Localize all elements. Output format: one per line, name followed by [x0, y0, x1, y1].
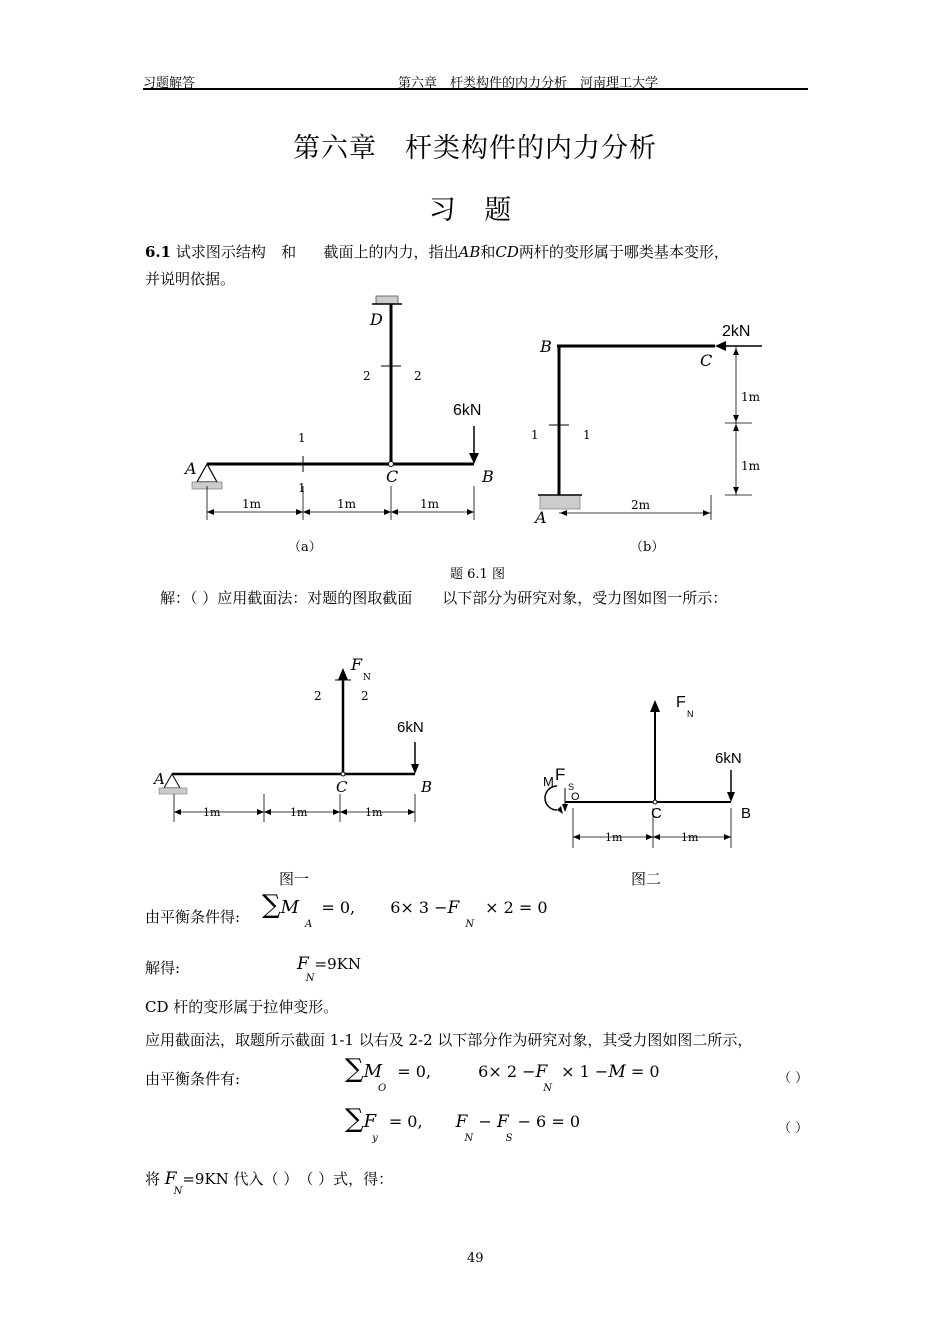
problem-and: 和: [281, 243, 297, 261]
eq2-sigma: ∑: [345, 1054, 364, 1084]
eq3-eq0: = 0,: [388, 1112, 423, 1131]
problem-ab: AB: [458, 243, 481, 261]
eq1-rhs-a: 6× 3 −: [390, 898, 448, 917]
dim-1m-fig1-c: 1m: [365, 806, 383, 819]
label-a: A: [185, 459, 197, 478]
eq2-f-sub: N: [543, 1083, 553, 1095]
eq2-prefix: 由平衡条件有:: [145, 1070, 241, 1088]
label-a-b: A: [535, 508, 547, 527]
figure-1: [150, 650, 450, 830]
label-c: C: [386, 467, 399, 486]
eq3-sigma: ∑: [345, 1104, 364, 1134]
problem-he: 和: [480, 243, 496, 261]
caption-fig2: 图二: [631, 870, 662, 888]
problem-statement: [145, 241, 815, 263]
figure-a: [180, 290, 500, 530]
dim-1m-fig2-a: 1m: [605, 831, 623, 844]
label-2-left-fig1: 2: [314, 689, 322, 703]
label-load-fig2: 6kN: [715, 750, 742, 767]
sigma-symbol: ∑: [262, 890, 281, 920]
eq2-m-sub: O: [378, 1083, 387, 1095]
eq1-rhs-b: × 2 = 0: [485, 898, 548, 917]
label-o-fig2: O: [571, 791, 580, 803]
dim-2m: 2m: [631, 498, 651, 512]
label-fs-sub-fig2: S: [568, 782, 575, 792]
fixed-support-a: [540, 495, 580, 509]
label-fs-fig2: F: [555, 765, 566, 784]
label-d: D: [370, 310, 383, 329]
dim-1m-fig2-b: 1m: [681, 831, 699, 844]
dim-1m-upper: 1m: [741, 390, 761, 404]
apply-method-line: 应用截面法，取题所示截面 1-1 以右及 2-2 以下部分作为研究对象，其受力图如图二所示，: [145, 1031, 753, 1049]
page-number: 49: [467, 1251, 484, 1266]
caption-fig1: 图一: [279, 870, 310, 888]
label-fn-sub-fig2: N: [687, 709, 694, 719]
eq2-rhs-b: × 1 −: [561, 1062, 609, 1081]
eq3-f2: F: [496, 1112, 509, 1132]
label-b: B: [482, 467, 494, 486]
eq3-rhs: − 6 = 0: [517, 1112, 580, 1131]
label-1-bottom: 1: [298, 481, 306, 495]
header-left: 习题解答: [143, 76, 196, 91]
solve-prefix: 解得:: [145, 959, 181, 977]
solve-f: F: [297, 954, 309, 974]
eq1-prefix: 由平衡条件得:: [145, 908, 241, 926]
solve-f-sub: N: [305, 973, 315, 985]
label-a-fig1: A: [154, 770, 165, 788]
eq2-f: F: [535, 1062, 548, 1082]
label-load-6kn: 6kN: [453, 402, 482, 419]
problem-line2: 并说明依据。: [145, 270, 236, 288]
arrow-fn-fig2: [650, 700, 660, 712]
problem-text-b: 截面上的内力，指出: [323, 243, 459, 261]
arrow-fn-fig1: [338, 668, 348, 680]
eq1-m: M: [280, 897, 299, 918]
label-2-right: 2: [414, 369, 422, 383]
chapter-title: 第六章 杆类构件的内力分析: [293, 133, 657, 164]
header-rule: [143, 88, 808, 90]
section-title: 习 题: [428, 195, 522, 226]
label-b-b: B: [540, 337, 552, 356]
label-load-fig1: 6kN: [397, 719, 424, 736]
figure-b: [520, 315, 780, 530]
eq3-f2-sub: S: [505, 1133, 513, 1145]
equation-1: [262, 890, 548, 931]
label-1-left-b: 1: [531, 428, 539, 442]
dim-1m-fig1-b: 1m: [290, 806, 308, 819]
final-prefix: 将: [145, 1170, 161, 1188]
fixed-support-d: [376, 296, 398, 304]
eq3-minus: −: [478, 1112, 492, 1131]
eq1-f: F: [447, 898, 460, 918]
eq3-f-sub: y: [372, 1133, 378, 1145]
label-c-fig2: C: [651, 805, 662, 822]
eq1-f-sub: N: [465, 919, 475, 931]
figure-2: [535, 690, 765, 855]
label-c-b: C: [700, 351, 713, 370]
caption-a: （a）: [288, 540, 322, 555]
problem-cd: CD: [495, 243, 519, 261]
eq3-tag: （ ）: [778, 1121, 809, 1136]
eq3-f1: F: [455, 1112, 468, 1132]
eq2-eq0: = 0,: [397, 1062, 432, 1081]
label-c-fig1: C: [336, 778, 348, 796]
label-fn-sub-fig1: N: [363, 673, 371, 683]
label-fn-fig2: F: [676, 694, 686, 711]
problem-text-a: 试求图示结构: [175, 243, 266, 261]
eq3-f: F: [363, 1111, 377, 1132]
equation-3: [345, 1104, 580, 1145]
final-f: F: [164, 1169, 177, 1189]
problem-text-c: 两杆的变形属于哪类基本变形，: [518, 243, 729, 261]
solve-value: =9KN: [314, 955, 361, 973]
pin-support-a-fig1: [164, 774, 180, 788]
eq2-m2: M: [608, 1062, 626, 1082]
figure-caption: 题 6.1 图: [450, 567, 505, 582]
eq1-eq0: = 0,: [321, 898, 356, 917]
cd-deformation-line: CD 杆的变形属于拉伸变形。: [145, 998, 339, 1016]
label-b-fig1: B: [421, 778, 433, 796]
eq2-rhs-a: 6× 2 −: [478, 1062, 536, 1081]
eq2-m: M: [363, 1061, 382, 1082]
moment-arc-fig2: [545, 786, 557, 810]
label-2-left: 2: [363, 369, 371, 383]
dim-1m-fig1-a: 1m: [203, 806, 221, 819]
dim-1m-3: 1m: [420, 497, 440, 511]
pin-support-a: [197, 464, 217, 482]
label-1-top: 1: [298, 431, 306, 445]
final-suffix: =9KN 代入（ ） （ ）式，得：: [182, 1170, 394, 1188]
eq2-tag: （ ）: [778, 1071, 809, 1086]
dim-1m-2: 1m: [337, 497, 357, 511]
solution-line: 解：（ ）应用截面法：对题的图取截面 以下部分为研究对象，受力图如图一所示：: [160, 589, 728, 607]
problem-number: 6.1: [145, 243, 172, 261]
eq2-rhs-c: = 0: [630, 1062, 660, 1081]
label-2-right-fig1: 2: [361, 689, 369, 703]
solve-result: [297, 954, 361, 985]
label-1-right-b: 1: [583, 428, 591, 442]
label-load-2kn: 2kN: [722, 323, 751, 340]
label-fn-fig1: F: [351, 655, 363, 674]
eq1-m-sub: A: [305, 919, 313, 931]
final-line: [145, 1168, 393, 1197]
dim-1m-1: 1m: [242, 497, 262, 511]
label-b-fig2: B: [741, 805, 752, 822]
eq3-f1-sub: N: [464, 1133, 474, 1145]
equation-2: [345, 1054, 660, 1095]
header-center: 第六章 杆类构件的内力分析 河南理工大学: [398, 76, 659, 91]
caption-b: （b）: [630, 540, 665, 555]
final-f-sub: N: [173, 1186, 183, 1197]
dim-1m-lower: 1m: [741, 459, 761, 473]
label-m-fig2: M: [543, 774, 554, 789]
